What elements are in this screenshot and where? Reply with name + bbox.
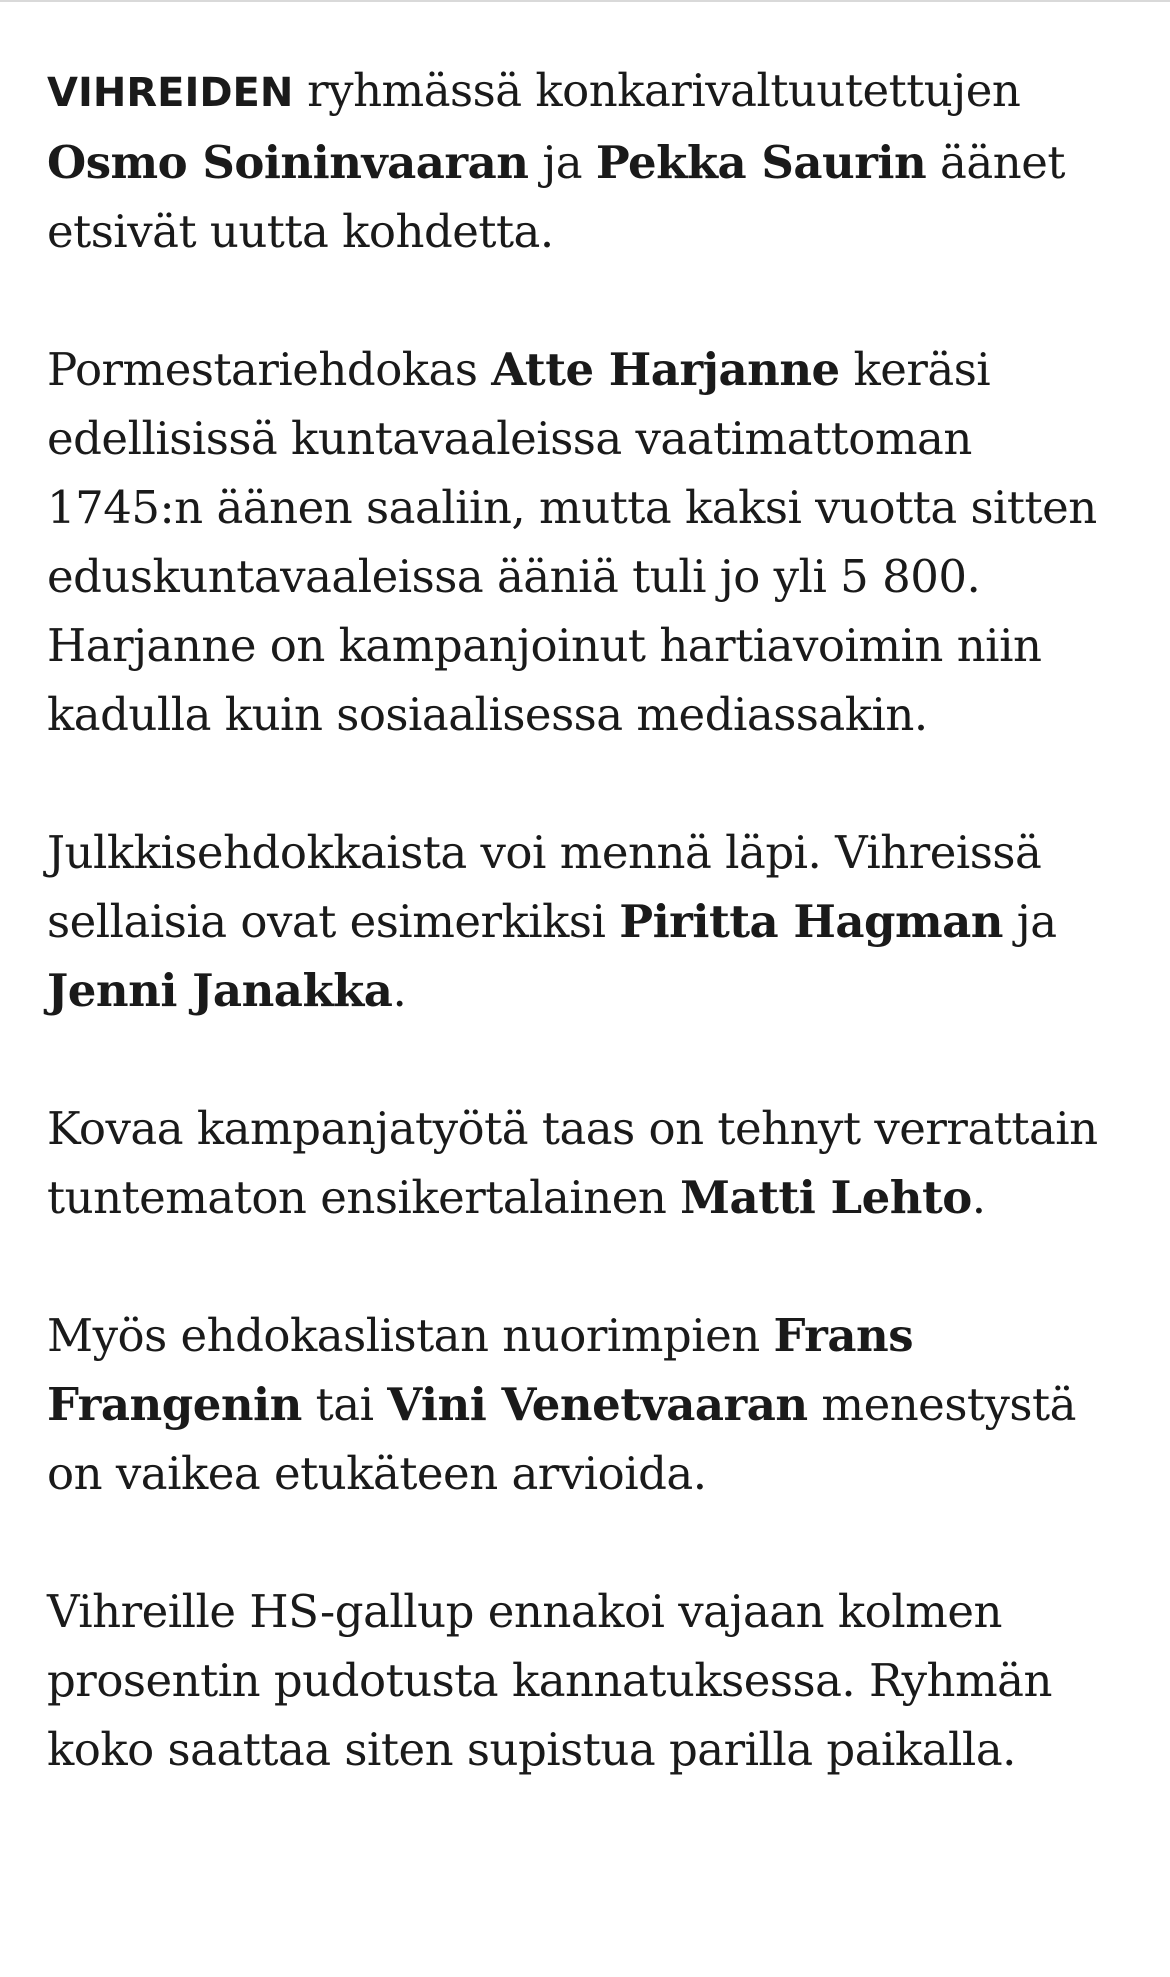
text-segment: ryhmässä konkarivaltuutettujen <box>293 64 1035 117</box>
text-segment: Julkkisehdokkaista voi mennä läpi. Vihreissä sellaisia ovat esimerkiksi <box>47 826 1056 948</box>
paragraph <box>47 1301 1137 1508</box>
person-name: Vini Venetvaaran <box>387 1378 808 1431</box>
top-divider <box>0 0 1170 2</box>
article-body <box>47 56 1137 1784</box>
text-segment: Vihreille HS-gallup ennakoi vajaan kolmen prosentin pudotusta kannatuksessa. Ryhmän koko saattaa siten supistua parilla paikalla. <box>47 1585 1066 1776</box>
person-name: Frans Frangenin <box>47 1309 929 1431</box>
text-segment: keräsi edellisissä kuntavaaleissa vaatimattoman 1745:n äänen saaliin, mutta kaksi vuotta sitten eduskuntavaaleissa ääniä tuli jo yli 5 800. Harjanne on kampanjoinut hartiavoimin niin kadulla kuin sosiaalisessa mediassakin. <box>47 343 1111 741</box>
text-segment: Myös ehdokaslistan nuorimpien <box>47 1309 774 1362</box>
person-name: Piritta Hagman <box>619 895 1003 948</box>
text-segment: äänet etsivät uutta kohdetta. <box>47 136 1079 258</box>
person-name: Osmo Soininvaaran <box>47 136 529 189</box>
paragraph <box>47 1577 1137 1784</box>
text-segment: ja <box>1003 895 1071 948</box>
text-segment: ja <box>528 136 596 189</box>
text-segment: Kovaa kampanjatyötä taas on tehnyt verrattain tuntematon ensikertalainen <box>47 1102 1112 1224</box>
text-segment: Pormestariehdokas <box>47 343 492 396</box>
person-name: Pekka Saurin <box>595 136 927 189</box>
person-name: Jenni Janakka <box>47 964 393 1017</box>
text-segment: . <box>971 1171 986 1224</box>
text-segment: . <box>392 964 407 1017</box>
section-lead-word: VIHREIDEN <box>47 70 294 116</box>
paragraph <box>47 335 1137 749</box>
paragraph <box>47 56 1137 266</box>
person-name: Matti Lehto <box>680 1171 972 1224</box>
text-segment: tai <box>301 1378 388 1431</box>
person-name: Atte Harjanne <box>491 343 840 396</box>
paragraph <box>47 818 1137 1025</box>
paragraph <box>47 1094 1137 1232</box>
text-segment: menestystä on vaikea etukäteen arvioida. <box>47 1378 1090 1500</box>
